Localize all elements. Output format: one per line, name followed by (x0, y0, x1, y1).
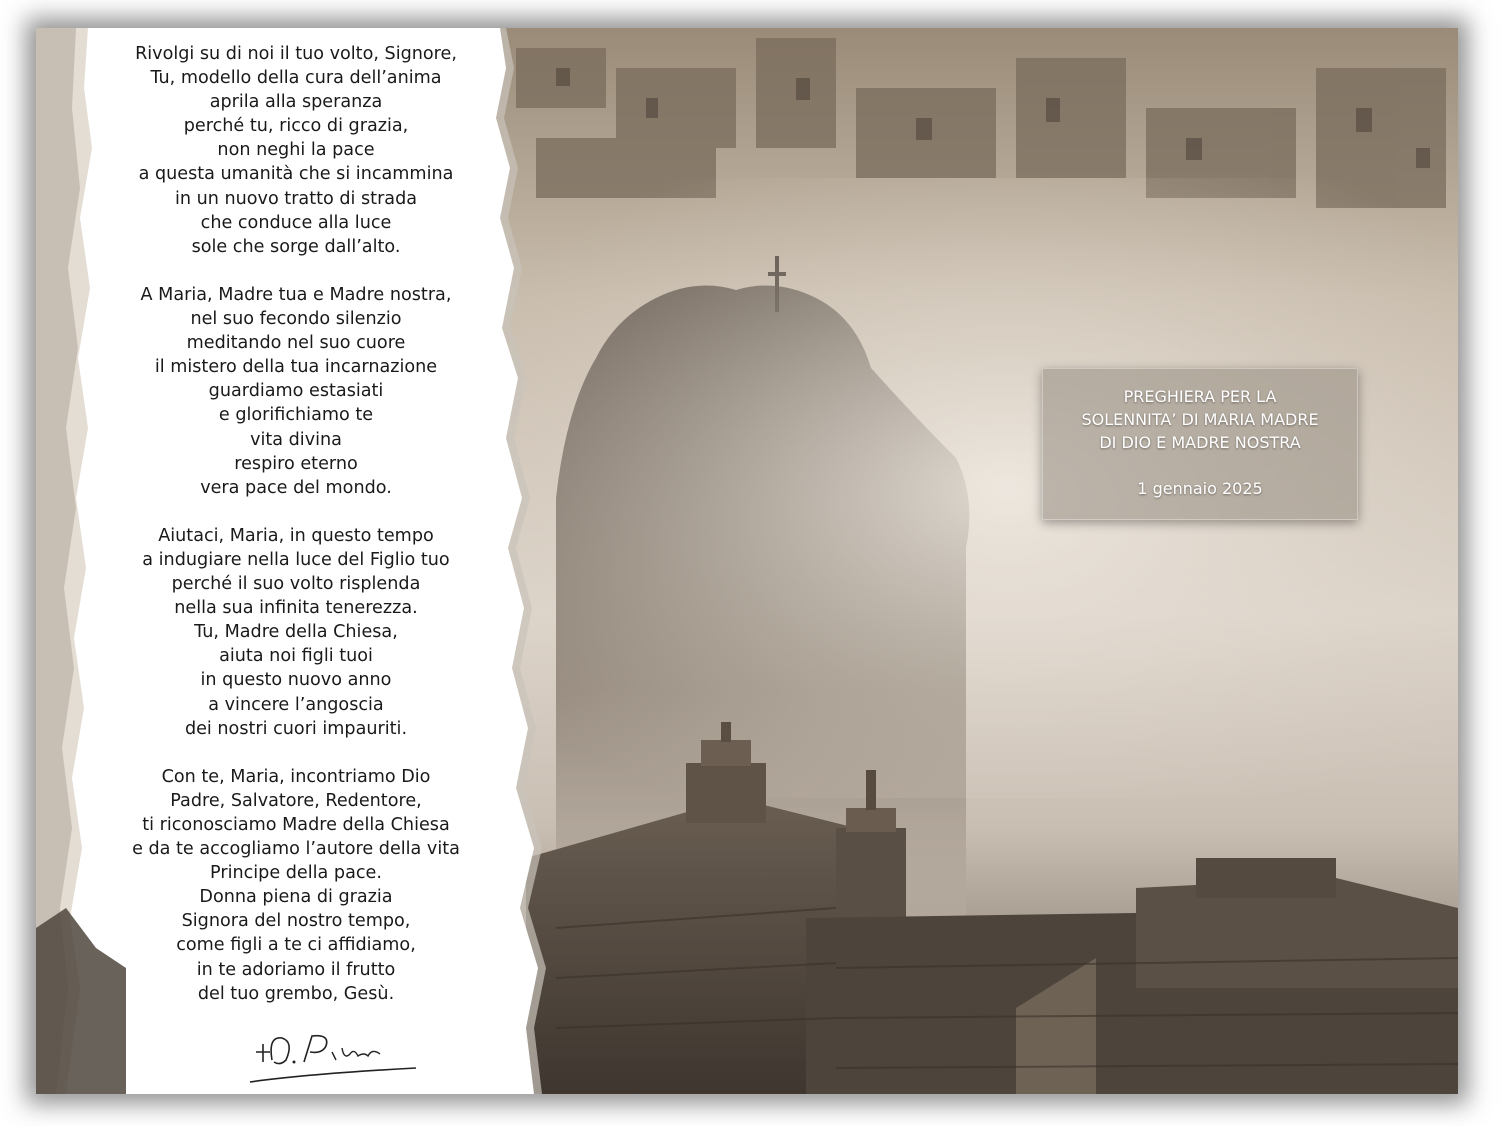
poem-line: il mistero della tua incarnazione (154, 357, 438, 378)
stanza (96, 524, 496, 741)
date-text: 1 gennaio 2025 (1137, 479, 1263, 498)
poem-line: a vincere l’angoscia (208, 694, 384, 715)
title-line-2: SOLENNITA’ DI MARIA MADRE (1081, 410, 1319, 429)
poem-line: e da te accogliamo l’autore della vita (132, 839, 460, 860)
poem-line: a indugiare nella luce del Figlio tuo (142, 549, 450, 570)
poem-line: Signora del nostro tempo, (181, 911, 411, 932)
stanza (96, 42, 496, 259)
title-line-3: DI DIO E MADRE NOSTRA (1099, 433, 1301, 452)
poem-line: ti riconosciamo Madre della Chiesa (142, 815, 450, 835)
poem-line: respiro eterno (234, 453, 358, 474)
poem-line: Tu, modello della cura dell’anima (150, 68, 442, 89)
poem-line: perché il suo volto risplenda (171, 574, 421, 595)
poem-line: nella sua infinita tenerezza. (174, 598, 418, 619)
poem-line: aiuta noi figli tuoi (219, 646, 373, 667)
poem-line: in un nuovo tratto di strada (174, 188, 418, 209)
poem-line: Principe della pace. (210, 863, 382, 884)
poem-line: Rivolgi su di noi il tuo volto, Signore, (135, 44, 457, 64)
poem-line: in questo nuovo anno (200, 670, 392, 691)
poem-line: che conduce alla luce (200, 212, 392, 233)
poem-line: vera pace del mondo. (200, 477, 392, 498)
poem-line: meditando nel suo cuore (186, 333, 406, 354)
poem-line: non neghi la pace (217, 140, 375, 161)
poem-line: Tu, Madre della Chiesa, (194, 622, 398, 643)
poem-line: come figli a te ci affidiamo, (176, 935, 416, 956)
poem-line: e glorifichiamo te (218, 405, 374, 426)
poem-line: vita divina (250, 429, 342, 450)
stanza (96, 765, 496, 1006)
poem-line: aprila alla speranza (209, 92, 383, 113)
poem-line: Aiutaci, Maria, in questo tempo (158, 525, 434, 546)
prayer-card (36, 28, 1458, 1094)
poem-line: guardiamo estasiati (208, 381, 384, 402)
title-box (1042, 368, 1358, 520)
poem-line: perché tu, ricco di grazia, (183, 116, 409, 137)
poem-line: a questa umanità che si incammina (138, 164, 454, 185)
poem-line: in te adoriamo il frutto (196, 959, 396, 980)
poem-line: A Maria, Madre tua e Madre nostra, (140, 284, 452, 305)
poem-line: dei nostri cuori impauriti. (184, 718, 408, 739)
poem-line: sole che sorge dall’alto. (191, 236, 401, 257)
stanza (96, 283, 496, 500)
poem-line: Padre, Salvatore, Redentore, (170, 790, 422, 811)
poem-line: del tuo grembo, Gesù. (197, 983, 395, 1004)
title-line-1: PREGHIERA PER LA (1123, 387, 1277, 406)
poem-line: Donna piena di grazia (199, 887, 393, 908)
poem-line: Con te, Maria, incontriamo Dio (161, 766, 431, 787)
poem-line: nel suo fecondo silenzio (190, 309, 402, 330)
signature (246, 1022, 426, 1088)
prayer-text (96, 42, 496, 1030)
